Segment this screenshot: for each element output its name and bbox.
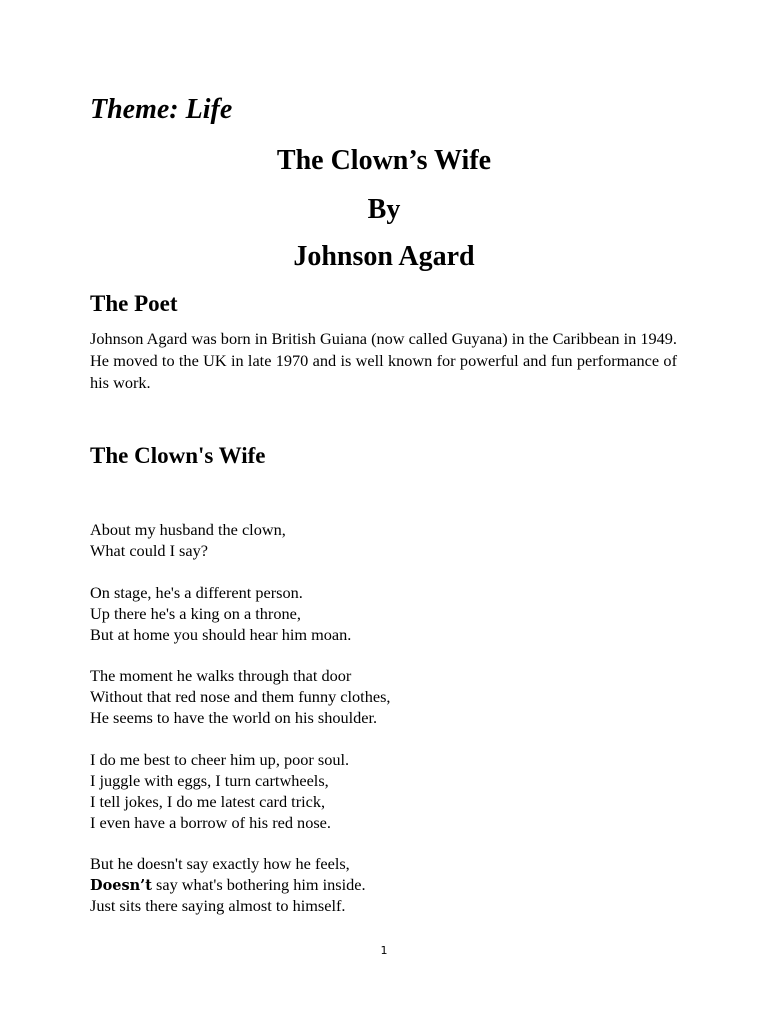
page-number: 1: [380, 944, 388, 957]
poem-line: He seems to have the world on his shoulder.: [90, 708, 378, 727]
stanza-5: [90, 853, 390, 916]
poem-line: The moment he walks through that door: [90, 666, 352, 685]
poem-line: What could I say?: [90, 541, 208, 560]
poem-line: I do me best to cheer him up, poor soul.: [90, 749, 350, 769]
poem-line: Just sits there saying almost to himself.: [90, 896, 346, 915]
stanza-4: [90, 749, 390, 833]
poem-body: [90, 519, 390, 937]
poem-line: I tell jokes, I do me latest card trick,: [90, 791, 326, 811]
poem-line: But at home you should hear him moan.: [90, 624, 352, 644]
poem-title: The Clown’s Wife: [276, 145, 492, 176]
poem-line-with-bold: [90, 874, 390, 895]
poem-line: Up there he's a king on a throne,: [90, 603, 301, 623]
poet-section-heading: The Poet: [90, 291, 178, 316]
poet-bio-paragraph: Johnson Agard was born in British Guiana (now called Guyana) in the Caribbean in 1949. He moved to the UK in late 1970 and is well known for powerful and fun performance of his work.: [90, 329, 677, 392]
title-by: By: [367, 194, 401, 225]
poem-line: But he doesn't say exactly how he feels,: [90, 854, 350, 873]
poem-line: On stage, he's a different person.: [90, 582, 303, 602]
poem-line-rest: say what's bothering him inside.: [151, 875, 366, 894]
poem-line: I even have a borrow of his red nose.: [90, 812, 331, 832]
poet-name: Johnson Agard: [293, 241, 475, 272]
poem-line: I juggle with eggs, I turn cartwheels,: [90, 770, 329, 790]
stanza-1: [90, 519, 390, 561]
poem-section-heading: The Clown's Wife: [90, 443, 266, 468]
stanza-3: [90, 665, 390, 728]
poem-line: Without that red nose and them funny clothes,: [90, 687, 391, 706]
stanza-2: [90, 582, 390, 645]
theme-heading: Theme: Life: [90, 94, 233, 125]
poem-line: About my husband the clown,: [90, 520, 286, 539]
bold-word: Doesn’t: [90, 877, 152, 894]
